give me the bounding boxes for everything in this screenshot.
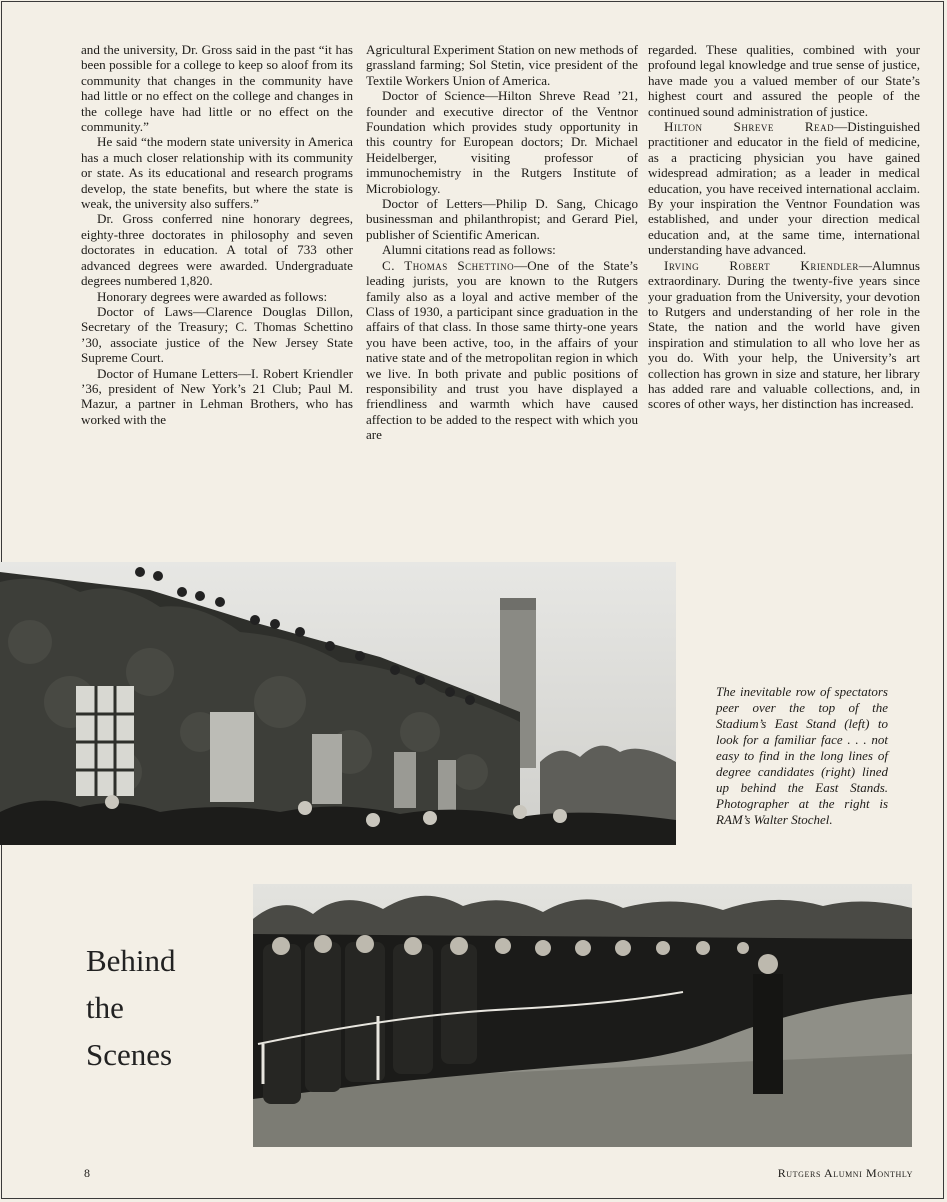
section-title (86, 937, 236, 1078)
stadium-wall-photo (0, 562, 676, 845)
paragraph: regarded. These qualities, combined with your profound legal knowledge and true sense of justice, have made you a valued member of our State’s highest court and assured the people of the continued sound administration of justice. (648, 42, 920, 119)
citation-name: C. Thomas Schettino (382, 257, 515, 273)
text-column-3 (648, 42, 920, 412)
page-number: 8 (84, 1166, 90, 1180)
paragraph: and the university, Dr. Gross said in the past “it has been possible for a college to keep so aloof from its community that changes in the community have had little or no effect on the college and changes in the college have had little or no effect on the community.” (81, 42, 353, 135)
paragraph: Doctor of Laws—Clarence Douglas Dillon, Secretary of the Treasury; C. Thomas Schettino ’30, associate justice of the New Jersey State Supreme Court. (81, 303, 353, 366)
paragraph: Agricultural Experiment Station on new methods of grassland farming; Sol Stetin, vice president of the Textile Workers Union of America. (366, 42, 639, 88)
citation-read (648, 119, 920, 258)
text-column-2 (366, 42, 638, 443)
degree-candidates-photo (253, 884, 912, 1147)
citation-kriendler (648, 258, 920, 412)
citation-schettino (366, 258, 638, 443)
citation-text: —Alumnus extraordinary. During the twenty-five years since your graduation from the University, your devotion to Rutgers and understanding of her role in the State, the nation and the world have given inspiration and stimulation to all who love her as you do. With your help, the University’s art collection has grown in size and stature, her library has added rare and valuable collections, and, in scores of other ways, her distinction has increased. (648, 257, 920, 412)
paragraph: Dr. Gross conferred nine honorary degrees, eighty-three doctorates in philosophy and seven doctorates in education. A total of 733 other advanced degrees were awarded. Undergraduate degrees numbered 1,820. (81, 211, 353, 289)
section-title-line: the (86, 990, 124, 1025)
section-title-line: Behind (86, 943, 176, 978)
paragraph: He said “the modern state university in America has a much closer relationship with its community or state. As its educational and research programs develop, the state benefits, but where the state is weak, the university also suffers.” (81, 134, 353, 212)
running-footer: Rutgers Alumni Monthly (777, 1166, 913, 1180)
paragraph: Honorary degrees were awarded as follows: (97, 288, 328, 304)
citation-text: —Distinguished practitioner and educator in the field of medicine, as a practicing physician you have gained widespread admiration; as a leader in medical education, you have received international acclaim. By your inspiration the Ventnor Foundation was established, and under your direction medical education and, at the same time, international understanding have advanced. (648, 119, 920, 258)
paragraph: Doctor of Humane Letters—I. Robert Kriendler ’36, president of New York’s 21 Club; Paul M. Mazur, a partner in Lehman Brothers, who has worked with the (81, 365, 353, 427)
paragraph: Doctor of Letters—Philip D. Sang, Chicago businessman and philanthropist; and Gerard Piel, publisher of Scientific American. (366, 196, 638, 242)
paragraph: Alumni citations read as follows: (382, 242, 556, 258)
text-column-1 (81, 42, 353, 427)
citation-name: Hilton Shreve Read (664, 119, 835, 135)
section-title-line: Scenes (86, 1037, 173, 1072)
citation-name: Irving Robert Kriendler (664, 257, 859, 273)
photo-caption: The inevitable row of spectators peer over the top of the Stadium’s East Stand (left) to look for a familiar face . . . not easy to find in the long lines of degree candidates (right) lined up behind the East Stands. Photographer at the right is RAM’s Walter Stochel. (716, 684, 888, 827)
paragraph: Doctor of Science—Hilton Shreve Read ’21, founder and executive director of the Ventnor Foundation which provides study opportunity in this country for European doctors; Dr. Michael Heidelberger, visiting professor of immunochemistry in the Rutgers Institute of Microbiology. (366, 88, 638, 196)
citation-text: —One of the State’s leading jurists, you are known to the Rutgers family also as a loyal and active member of the Class of 1930, a participant since graduation in the affairs of that class. In those same thirty-one years you have been active, too, in the affairs of your native state and of the metropolitan region in which we live. In both private and public positions of responsibility and trust you have displayed a friendliness and warmth which have caused affection to be added to the respect with which you are (366, 257, 638, 443)
